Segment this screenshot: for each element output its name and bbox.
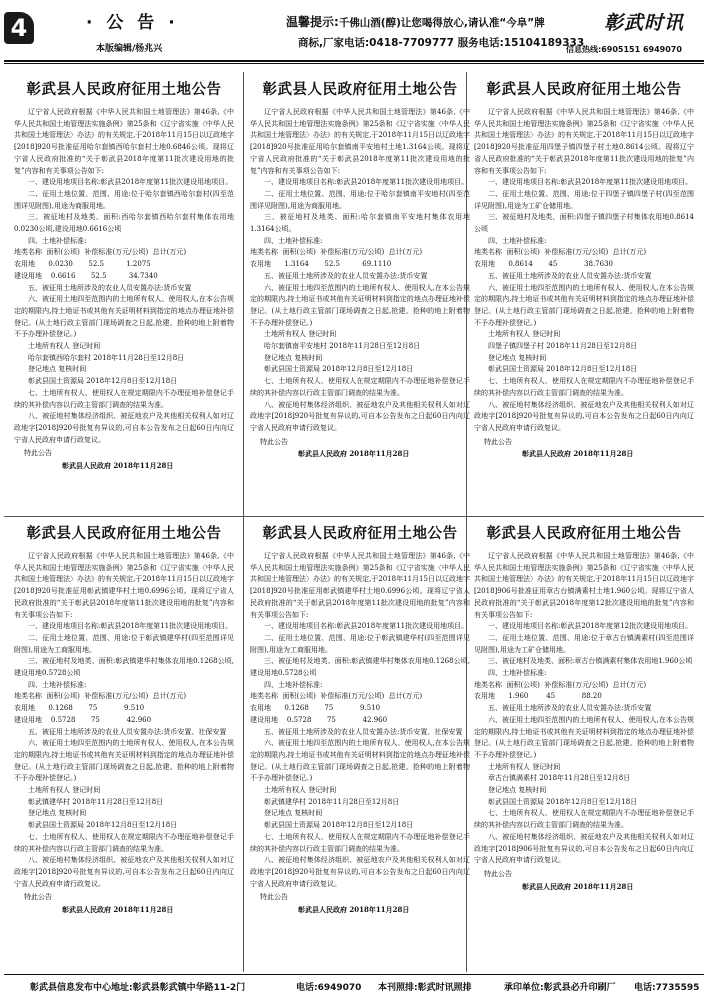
- compensation-table-row: 农用地 0.8614 45 38.7630: [474, 260, 613, 269]
- notice-paragraph: 登记地点 复核时间: [264, 353, 323, 362]
- notice-signature: [14, 892, 234, 915]
- notice-body: [14, 107, 234, 472]
- notice-paragraph: 章古台镇满素村 2018年11月28日至12月8日: [488, 774, 631, 783]
- notice-paragraph: 一、建设用地项目名称:彰武县2018年度第11批次建设用地项目。: [264, 178, 469, 187]
- signature-issuer-date: 彰武县人民政府 2018年11月28日: [62, 905, 174, 915]
- signature-closing: 特此公告: [260, 893, 288, 902]
- notice-paragraph: 八、被征地村集体经济组织、被征地农户及其他相关权利人如对辽政地字[2018]906号批复有异议的,可自本公告发布之日起60日内向辽宁省人民政府申请行政复议。: [474, 832, 694, 865]
- notice-paragraph: 哈尔套镇西哈尔套村 2018年11月28日至12月8日: [28, 353, 185, 362]
- newspaper-logo: 彰武时讯: [604, 12, 685, 34]
- notice-paragraph: 登记地点 复核时间: [28, 365, 87, 374]
- footer-typesetting: 本刊照排:彰武时讯照排: [378, 983, 472, 993]
- notice-paragraph: 四、土地补偿标准:: [264, 236, 323, 245]
- notice-paragraph: 三、被征地村及地类、面积:彰武镇建华村集体农用地0.1268公顷,建设用地0.5728公顷: [14, 657, 234, 678]
- notice-paragraph: 四、土地补偿标准:: [264, 680, 323, 689]
- section-name: · 公 告 ·: [86, 13, 179, 33]
- notice-signature: [474, 437, 694, 460]
- signature-closing: 特此公告: [24, 893, 52, 902]
- notice-paragraph: 登记地点 复核时间: [28, 809, 87, 818]
- notice-paragraph: 六、被征用土地四至范围内的土地所有权人、使用权人,在本公告规定的期限内,持土地证书或其他有关证明材料到指定的地点办理征地补偿登记。(从土地行政主管部门现场调查之日起,抢建、抢种的地上附着物不予办理补偿登记。): [250, 739, 470, 783]
- notice-paragraph: 八、被征地村集体经济组织、被征地农户及其他相关权利人如对辽政地字[2018]920号批复有异议的,可自本公告发布之日起60日内向辽宁省人民政府申请行政复议。: [14, 856, 234, 888]
- notice-paragraph: 四堡子镇四堡子村 2018年11月28日至12月8日: [488, 342, 638, 351]
- notice-paragraph: 彰武县国土资源局 2018年12月8日至12月18日: [264, 821, 414, 830]
- notice-title: 彰武县人民政府征用土地公告: [26, 81, 222, 98]
- notice-title: 彰武县人民政府征用土地公告: [486, 525, 682, 542]
- notice-paragraph: 八、被征地村集体经济组织、被征地农户及其他相关权利人如对辽政地字[2018]920号批复有异议的,可自本公告发布之日起60日内向辽宁省人民政府申请行政复议。: [250, 400, 470, 432]
- notice-title: 彰武县人民政府征用土地公告: [486, 81, 682, 98]
- notice-signature: [14, 448, 234, 471]
- notice-paragraph: 辽宁省人民政府根据《中华人民共和国土地管理法》第46条,《中华人民共和国土地管理法实施条例》第25条和《辽宁省实施〈中华人民共和国土地管理法〉办法》的有关规定,于2018年11月15日以辽政地字[2018]920号批准征用四堡子镇四堡子村土地0.8614公顷。现将辽宁省人民政府批准的“关于彰武县2018年度第11批次建设用地的批复”内容和有关事项公告如下:: [474, 108, 694, 175]
- compensation-table-header: 地类名称 面积(公顷) 补偿标准(万元/公顷) 总计(万元): [250, 692, 423, 701]
- notice-paragraph: 彰武镇建华村 2018年11月28日至12月8日: [264, 797, 400, 806]
- land-notice-panel: [250, 78, 470, 513]
- notice-paragraph: 彰武县国土资源局 2018年12月8日至12月18日: [28, 377, 178, 386]
- notice-paragraph: 二、征用土地位置、范围、用途:位于四堡子镇四堡子村(四至范围详见附图),用途为工矿仓储用地。: [474, 189, 694, 210]
- notice-paragraph: 六、被征用土地四至范围内的土地所有权人、使用权人,在本公告规定的期限内,持土地证书或其他有关证明材料到指定的地点办理征地补偿登记。(从土地行政主管部门现场调查之日起,抢建、抢种的地上附着物不予办理补偿登记。): [474, 283, 694, 327]
- notice-paragraph: 登记地点 复核时间: [488, 786, 547, 795]
- notice-paragraph: 五、被征用土地所涉及的农业人员安置办法:货币安置、社保安置: [264, 727, 463, 736]
- notice-body: [474, 551, 694, 892]
- notice-paragraph: 七、土地所有权人、使用权人在规定期限内不办理征地补偿登记手续的其补偿内容以行政主管部门调查的结果为准。: [14, 388, 234, 409]
- notice-signature: [474, 869, 694, 892]
- notice-paragraph: 七、土地所有权人、使用权人在规定期限内不办理征地补偿登记手续的其补偿内容以行政主管部门调查的结果为准。: [474, 809, 694, 830]
- ad-notice-lead: 温馨提示:: [286, 15, 339, 29]
- notice-paragraph: 一、建设用地项目名称:彰武县2018年度第11批次建设用地项目。: [488, 178, 693, 187]
- notice-paragraph: 二、征用土地位置、范围、用途:位于哈尔套镇南平安地村(四至范围详见附图),用途为商服用地。: [250, 189, 470, 210]
- ad-phone-line: 商标,厂家电话:0418-7709777 服务电话:15104189333: [298, 37, 585, 49]
- notice-paragraph: 四、土地补偿标准:: [28, 236, 87, 245]
- notice-paragraph: 辽宁省人民政府根据《中华人民共和国土地管理法》第46条,《中华人民共和国土地管理法实施条例》第25条和《辽宁省实施〈中华人民共和国土地管理法〉办法》的有关规定,于2018年11月15日以辽政地字[2018]920号批准征用彰武镇建华村土地0.6996公顷。现将辽宁省人民政府批准的“关于彰武县2018年度第11批次建设用地的批复”内容和有关事项公告如下:: [250, 552, 470, 619]
- compensation-table-row: 农用地 0.1268 75 9.510: [14, 704, 145, 713]
- info-hotline: 信息热线:6905151 6949070: [566, 45, 682, 54]
- notice-title: 彰武县人民政府征用土地公告: [262, 81, 458, 98]
- land-notice-panel: [474, 522, 694, 957]
- compensation-table-row: 建设用地 0.5728 75 42.960: [250, 715, 388, 724]
- notice-paragraph: 二、征用土地位置、范围、用途:位于章古台镇满素村(四至范围详见附图),用途为工矿仓储用地。: [474, 633, 694, 654]
- compensation-table-header: 地类名称 面积(公顷) 补偿标准(万元/公顷) 总计(万元): [474, 248, 647, 257]
- signature-issuer-date: 彰武县人民政府 2018年11月28日: [522, 881, 634, 891]
- notice-paragraph: 三、被征地村及地类、面积:西哈尔套镇西哈尔套村集体农用地0.0230公顷,建设用地0.6616公顷: [14, 213, 234, 234]
- land-notice-panel: [14, 522, 234, 957]
- notice-paragraph: 一、建设用地项目名称:彰武县2018年度第12批次建设用地项目。: [488, 622, 693, 631]
- compensation-table-header: 地类名称 面积(公顷) 补偿标准(万元/公顷) 总计(万元): [14, 692, 187, 701]
- compensation-table-row: 农用地 1.960 45 88.20: [474, 692, 602, 701]
- notice-paragraph: 八、被征地村集体经济组织、被征地农户及其他相关权利人如对辽政地字[2018]920号批复有异议的,可自本公告发布之日起60日内向辽宁省人民政府申请行政复议。: [14, 412, 234, 444]
- ad-notice-text: 千佛山酒(醇)让您喝得放心,请认准“今阜”牌: [338, 17, 545, 29]
- notice-paragraph: 哈尔套镇南平安地村 2018年11月28日至12月8日: [264, 342, 421, 351]
- compensation-table-row: 建设用地 0.5728 75 42.960: [14, 715, 152, 724]
- notice-paragraph: 土地所有权人 登记时间: [264, 330, 337, 339]
- notice-paragraph: 四、土地补偿标准:: [488, 669, 547, 678]
- notice-paragraph: 四、土地补偿标准:: [488, 236, 547, 245]
- footer-phone: 电话:6949070: [296, 983, 362, 993]
- compensation-table-row: 农用地 1.3164 52.5 69.1110: [250, 260, 392, 269]
- notice-paragraph: 土地所有权人 登记时间: [28, 786, 101, 795]
- notice-paragraph: 辽宁省人民政府根据《中华人民共和国土地管理法》第46条,《中华人民共和国土地管理法实施条例》第25条和《辽宁省实施〈中华人民共和国土地管理法〉办法》的有关规定,于2018年11月15日以辽政地字[2018]906号批准征用章古台镇满素村土地1.960公顷。现将辽宁省人民政府批准的“关于彰武县2018年度第12批次建设用地的批复”内容和有关事项公告如下:: [474, 552, 694, 619]
- footer-printer: 承印单位:彰武县必升印刷厂: [504, 983, 616, 993]
- notice-paragraph: 彰武县国土资源局 2018年12月8日至12月18日: [28, 821, 178, 830]
- column-divider: [243, 72, 244, 972]
- page-header: [0, 0, 708, 62]
- notice-paragraph: 八、被征地村集体经济组织、被征地农户及其他相关权利人如对辽政地字[2018]920号批复有异议的,可自本公告发布之日起60日内向辽宁省人民政府申请行政复议。: [474, 400, 694, 432]
- editor-credit: 本版编辑/杨兆兴: [96, 44, 163, 54]
- notice-paragraph: 六、被征用土地四至范围内的土地所有权人、使用权人,在本公告规定的期限内,持土地证书或其他有关证明材料到指定的地点办理征地补偿登记。(从土地行政主管部门现场调查之日起,抢建、抢种的地上附着物不予办理补偿登记。): [250, 283, 470, 327]
- notice-paragraph: 登记地点 复核时间: [488, 353, 547, 362]
- notice-paragraph: 彰武县国土资源局 2018年12月8日至12月18日: [264, 365, 414, 374]
- notice-paragraph: 土地所有权人 登记时间: [488, 330, 561, 339]
- notice-paragraph: 七、土地所有权人、使用权人在规定期限内不办理征地补偿登记手续的其补偿内容以行政主管部门调查的结果为准。: [250, 832, 470, 853]
- compensation-table-row: 农用地 0.1268 75 9.510: [250, 704, 381, 713]
- notice-body: [250, 107, 470, 460]
- signature-issuer-date: 彰武县人民政府 2018年11月28日: [62, 461, 174, 471]
- compensation-table-row: 农用地 0.0230 52.5 1.2075: [14, 260, 151, 269]
- compensation-table-header: 地类名称 面积(公顷) 补偿标准(万元/公顷) 总计(万元): [250, 248, 423, 257]
- notice-paragraph: 五、被征用土地所涉及的农业人员安置办法:货币安置: [264, 271, 428, 280]
- header-rule: [4, 60, 704, 62]
- notice-paragraph: 辽宁省人民政府根据《中华人民共和国土地管理法》第46条,《中华人民共和国土地管理法实施条例》第25条和《辽宁省实施〈中华人民共和国土地管理法〉办法》的有关规定,于2018年11月15日以辽政地字[2018]920号批准征用哈尔套镇南平安地村土地1.3164公顷。现将辽宁省人民政府批准的“关于彰武县2018年度第11批次建设用地的批复”内容和有关事项公告如下:: [250, 108, 470, 175]
- notice-paragraph: 彰武镇建华村 2018年11月28日至12月8日: [28, 797, 164, 806]
- notice-paragraph: 二、征用土地位置、范围、用途:位于彰武镇建华村(四至范围详见附图),用途为工商服用地。: [250, 633, 470, 654]
- signature-issuer-date: 彰武县人民政府 2018年11月28日: [298, 449, 410, 459]
- notice-body: [474, 107, 694, 460]
- signature-closing: 特此公告: [484, 437, 512, 446]
- notice-paragraph: 土地所有权人 登记时间: [28, 342, 101, 351]
- notice-signature: [250, 892, 470, 915]
- notice-paragraph: 三、被征地村及地类、面积:四堡子镇四堡子村集体农用地0.8614公顷: [474, 213, 694, 234]
- notice-paragraph: 辽宁省人民政府根据《中华人民共和国土地管理法》第46条,《中华人民共和国土地管理法实施条例》第25条和《辽宁省实施〈中华人民共和国土地管理法〉办法》的有关规定,于2018年11月15日以辽政地字[2018]920号批准征用哈尔套镇西哈尔套村土地0.6846公顷。现将辽宁省人民政府批准的“关于彰武县2018年度第11批次建设用地的批复”内容和有关事项公告如下:: [14, 108, 234, 175]
- notice-signature: [250, 437, 470, 460]
- notice-paragraph: 一、建设用地项目名称:彰武县2018年度第11批次建设用地项目。: [264, 622, 469, 631]
- page-footer: [4, 979, 704, 997]
- notice-paragraph: 五、被征用土地所涉及的农业人员安置办法:货币安置: [488, 271, 652, 280]
- notice-paragraph: 三、被征地村及地类、面积:彰武镇建华村集体农用地0.1268公顷,建设用地0.5728公顷: [250, 657, 470, 678]
- notice-paragraph: 辽宁省人民政府根据《中华人民共和国土地管理法》第46条,《中华人民共和国土地管理法实施条例》第25条和《辽宁省实施〈中华人民共和国土地管理法〉办法》的有关规定,于2018年11月15日以辽政地字[2018]920号批准征用彰武镇建华村土地0.6996公顷。现将辽宁省人民政府批准的“关于彰武县2018年度第11批次建设用地的批复”内容和有关事项公告如下:: [14, 552, 234, 619]
- notice-paragraph: 二、征用土地位置、范围、用途:位于彰武镇建华村(四至范围详见附图),用途为工商服用地。: [14, 633, 234, 654]
- notice-paragraph: 五、被征用土地所涉及的农业人员安置办法:货币安置: [28, 283, 192, 292]
- notice-paragraph: 登记地点 复核时间: [264, 809, 323, 818]
- footer-address: 彰武县信息发布中心地址:彰武县彰武镇中华路11-2门: [30, 983, 246, 993]
- signature-closing: 特此公告: [260, 437, 288, 446]
- notice-paragraph: 四、土地补偿标准:: [28, 680, 87, 689]
- notice-title: 彰武县人民政府征用土地公告: [26, 525, 222, 542]
- footer-rule: [4, 974, 704, 975]
- notice-paragraph: 七、土地所有权人、使用权人在规定期限内不办理征地补偿登记手续的其补偿内容以行政主管部门调查的结果为准。: [250, 377, 470, 397]
- notice-paragraph: 六、被征用土地四至范围内的土地所有权人、使用权人,在本公告规定的期限内,持土地证书或其他有关证明材料到指定的地点办理征地补偿登记。(从土地行政主管部门现场调查之日起,抢建、抢种的地上附着物不予办理补偿登记。): [14, 739, 234, 783]
- land-notice-panel: [474, 78, 694, 513]
- footer-phone-2: 电话:7735595: [634, 983, 700, 993]
- notice-body: [250, 551, 470, 916]
- header-rule-thin: [4, 63, 704, 64]
- notice-paragraph: 五、被征用土地所涉及的农业人员安置办法:货币安置: [488, 704, 652, 713]
- notice-paragraph: 土地所有权人 登记时间: [488, 762, 561, 771]
- compensation-table-header: 地类名称 面积(公顷) 补偿标准(万元/公顷) 总计(万元): [14, 248, 187, 257]
- notice-paragraph: 八、被征地村集体经济组织、被征地农户及其他相关权利人如对辽政地字[2018]920号批复有异议的,可自本公告发布之日起60日内向辽宁省人民政府申请行政复议。: [250, 856, 470, 888]
- notice-paragraph: 一、建设用地项目名称:彰武县2018年度第11批次建设用地项目。: [28, 622, 233, 631]
- notice-paragraph: 七、土地所有权人、使用权人在规定期限内不办理征地补偿登记手续的其补偿内容以行政主管部门调查的结果为准。: [14, 832, 234, 853]
- notice-body: [14, 551, 234, 916]
- land-notice-panel: [250, 522, 470, 957]
- signature-closing: 特此公告: [24, 449, 52, 458]
- notice-paragraph: 彰武县国土资源局 2018年12月8日至12月18日: [488, 365, 638, 374]
- page-number: 4: [4, 12, 34, 44]
- notice-paragraph: 一、建设用地项目名称:彰武县2018年度第11批次建设用地项目。: [28, 178, 233, 187]
- notice-paragraph: 七、土地所有权人、使用权人在规定期限内不办理征地补偿登记手续的其补偿内容以行政主管部门调查的结果为准。: [474, 377, 694, 397]
- notice-paragraph: 三、被征地村及地类、面积:章古台镇满素村集体农用地1.960公顷: [488, 657, 693, 666]
- compensation-table-row: 建设用地 0.6616 52.5 34.7340: [14, 271, 158, 280]
- ad-notice: [286, 13, 545, 30]
- notice-paragraph: 五、被征用土地所涉及的农业人员安置办法:货币安置、社保安置: [28, 727, 227, 736]
- notice-paragraph: 二、征用土地位置、范围、用途:位于哈尔套镇西哈尔套村(四至范围详见附图),用途为商服用地。: [14, 189, 234, 210]
- row-divider: [4, 516, 704, 517]
- notice-paragraph: 六、被征用土地四至范围内的土地所有权人、使用权人,在本公告规定的期限内,持土地证书或其他有关证明材料到指定的地点办理征地补偿登记。(从土地行政主管部门现场调查之日起,抢建、抢种的地上附着物不予办理补偿登记。): [474, 715, 694, 759]
- signature-issuer-date: 彰武县人民政府 2018年11月28日: [298, 905, 410, 915]
- notice-paragraph: 彰武县国土资源局 2018年12月8日至12月18日: [488, 797, 638, 806]
- notice-paragraph: 六、被征用土地四至范围内的土地所有权人、使用权人,在本公告规定的期限内,持土地证书或其他有关证明材料到指定的地点办理征地补偿登记。(从土地行政主管部门现场调查之日起,抢建、抢种的地上附着物不予办理补偿登记。): [14, 295, 234, 339]
- compensation-table-header: 地类名称 面积(公顷) 补偿标准(万元/公顷) 总计(万元): [474, 680, 647, 689]
- signature-closing: 特此公告: [484, 869, 512, 878]
- notice-paragraph: 三、被征地村及地类、面积:哈尔套镇南平安地村集体农用地1.3164公顷。: [250, 213, 470, 234]
- notice-paragraph: 土地所有权人 登记时间: [264, 786, 337, 795]
- signature-issuer-date: 彰武县人民政府 2018年11月28日: [522, 449, 634, 459]
- land-notice-panel: [14, 78, 234, 513]
- notice-title: 彰武县人民政府征用土地公告: [262, 525, 458, 542]
